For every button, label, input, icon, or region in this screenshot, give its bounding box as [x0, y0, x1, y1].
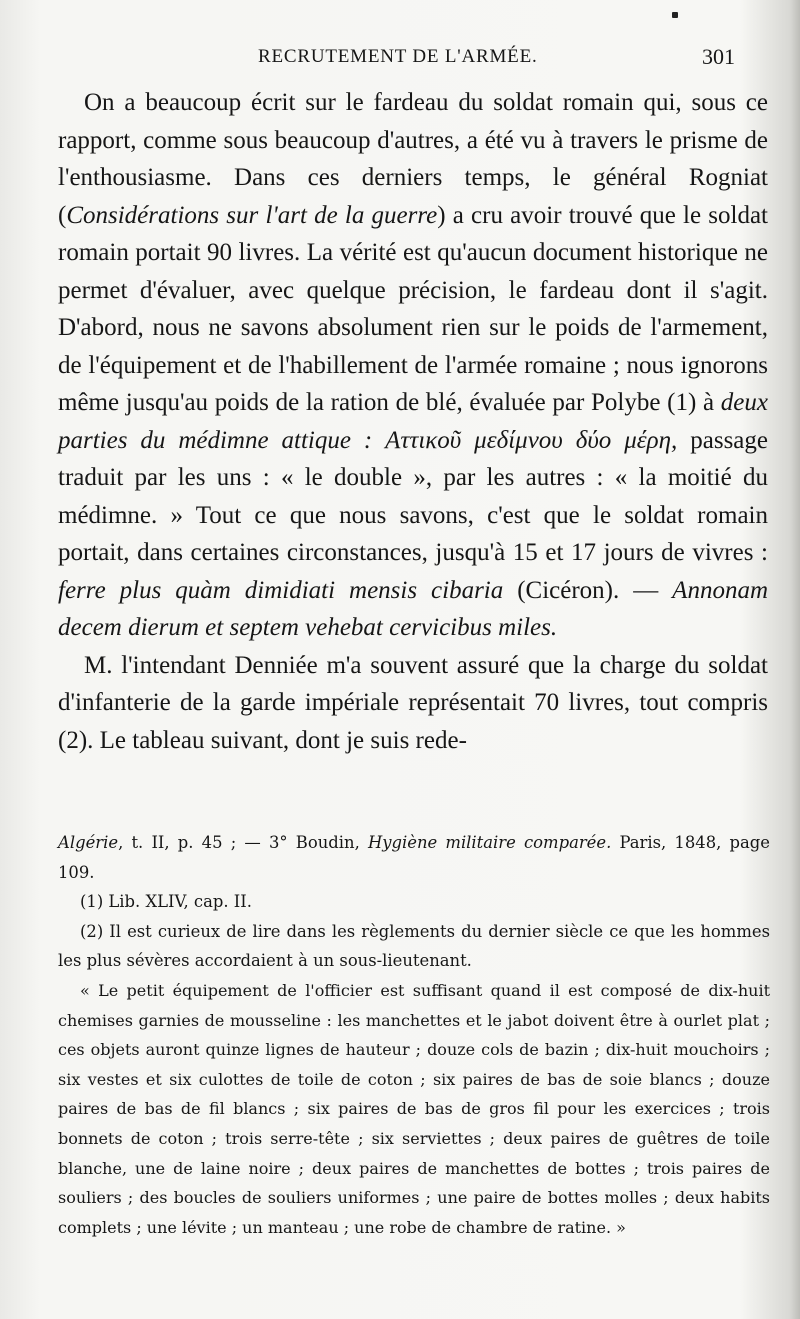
main-text	[58, 84, 768, 759]
paragraph-1-text-d: (Cicéron). —	[503, 576, 673, 604]
footnotes	[58, 828, 770, 1242]
footnote-italic-1: Algérie	[58, 833, 119, 852]
ink-speck	[672, 12, 678, 18]
paragraph-1-text-a: On a beaucoup écrit sur le fardeau du soldat romain qui, sous ce rapport, comme sous beaucoup d'autres, a été vu à travers le prisme de l'enthousiasme. Dans ces derniers temps, le général Rogniat (	[58, 89, 768, 229]
paragraph-2: M. l'intendant Denniée m'a souvent assuré que la charge du soldat d'infanterie de la garde impériale représentait 70 livres, tout compris (2). Le tableau suivant, dont je suis rede-	[58, 651, 768, 754]
running-head: RECRUTEMENT DE L'ARMÉE.	[258, 46, 538, 67]
page-header	[0, 44, 800, 74]
greek-quote-italic: deux parties du médimne attique : Αττικοῦ μεδίμνου δύο μέρη,	[58, 389, 768, 454]
paragraph-1	[58, 84, 768, 647]
book-title-italic: Considérations sur l'art de la guerre	[66, 201, 438, 229]
footnote-text-1: , t. II, p. 45 ; — 3° Boudin,	[118, 833, 368, 852]
footnote-2-quote: « Le petit équipement de l'officier est suffisant quand il est composé de dix-huit chemises garnies de mousseline : les manchettes et le jabot doivent être à ourlet plat ; ces objets auront quinze lignes de hauteur ; douze cols de bazin ; dix-huit mouchoirs ; six vestes et six culottes de toile de coton ; six paires de bas de soie blancs ; douze paires de bas de fil blancs ; six paires de bas de gros fil pour les exercices ; trois bonnets de coton ; trois serre-tête ; six serviettes ; deux paires de guêtres de toile blanche, une de laine noire ; deux paires de manchettes de bottes ; trois paires de souliers ; des boucles de souliers uniformes ; une paire de bottes molles ; deux habits complets ; une lévite ; un manteau ; une robe de chambre de ratine. »	[58, 980, 770, 1237]
paragraph-1-text-b: ) a cru avoir trouvé que le soldat romain portait 90 livres. La vérité est qu'aucun document historique ne permet d'évaluer, avec quelque précision, le fardeau dont il s'agit. D'abord, nous ne savons absolument rien sur le poids de l'armement, de l'équipement et de l'habillement de l'armée romaine ; nous ignorons même jusqu'au poids de la ration de blé, évaluée par Polybe (1) à	[58, 201, 768, 416]
paragraph-1-text-c: passage traduit par les uns : « le double », par les autres : « la moitié du médimne. » Tout ce que nous savons, c'est que le soldat romain portait, dans certaines circonstances, jusqu'à 15 et 17 jours de vivres :	[58, 426, 769, 566]
latin-quote-2: Annonam decem dierum et septem vehebat cervicibus miles.	[58, 576, 768, 641]
footnote-text-2: Paris, 1848, page 109.	[58, 833, 770, 882]
footnote-continuation	[58, 828, 770, 887]
footnote-1: (1) Lib. XLIV, cap. II.	[80, 892, 252, 912]
footnote-2: (2) Il est curieux de lire dans les règlements du dernier siècle ce que les hommes les plus sévères accordaient à un sous-lieutenant.	[58, 921, 770, 971]
latin-quote-1: ferre plus quàm dimidiati mensis cibaria	[58, 576, 504, 604]
footnote-italic-2: Hygiène militaire comparée.	[367, 833, 612, 852]
page-number: 301	[702, 44, 735, 69]
